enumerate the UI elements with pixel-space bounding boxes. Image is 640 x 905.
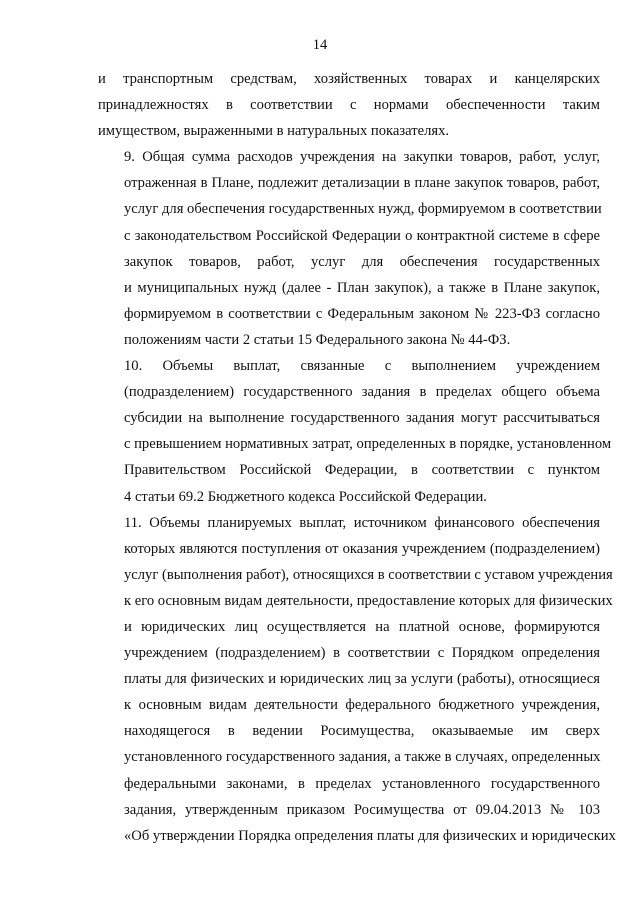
text-line: принадлежностях в соответствии с нормами обеспеченности таким [98, 97, 600, 114]
text-line: задания, утвержденным приказом Росимущества от 09.04.2013 № 103 [124, 801, 600, 818]
text-line: и транспортным средствам, хозяйственных товарах и канцелярских [98, 71, 600, 87]
text-line: с превышением нормативных затрат, определенных в порядке, установленном [124, 436, 612, 453]
page-number: 14 [312, 37, 328, 53]
document-body [98, 66, 616, 849]
text-line: 10. Объемы выплат, связанные с выполнением учреждением [124, 358, 600, 375]
text-line: отраженная в Плане, подлежит детализации в плане закупок товаров, работ, [124, 175, 600, 192]
paragraph-continued [98, 66, 600, 144]
text-line: (подразделением) государственного задания в пределах общего объема [124, 384, 600, 401]
text-line: и муниципальных нужд (далее - План закупок), а также в Плане закупок, [124, 279, 600, 296]
text-line: платы для физических и юридических лиц за услуги (работы), относящиеся [124, 671, 600, 688]
text-line: находящегося в ведении Росимущества, оказываемые им сверх [124, 723, 600, 740]
text-line: субсидии на выполнение государственного задания могут рассчитываться [124, 410, 600, 427]
text-line: и юридических лиц осуществляется на платной основе, формируются [124, 618, 600, 635]
text-line: услуг (выполнения работ), относящихся в соответствии с уставом учреждения [124, 566, 613, 583]
text-line: к основным видам деятельности федерального бюджетного учреждения, [124, 697, 600, 714]
paragraph-10 [98, 353, 612, 510]
text-line: установленного государственного задания, а также в случаях, определенных [124, 749, 601, 766]
text-line: 9. Общая сумма расходов учреждения на закупки товаров, работ, услуг, [124, 149, 600, 166]
text-line: учреждением (подразделением) в соответствии с Порядком определения [124, 645, 600, 662]
text-line: формируемом в соответствии с Федеральным законом № 223-ФЗ согласно [124, 305, 600, 322]
text-line: услуг для обеспечения государственных нужд, формируемом в соответствии [124, 201, 602, 218]
text-line: 11. Объемы планируемых выплат, источником финансового обеспечения [124, 514, 600, 531]
paragraph-9 [98, 144, 600, 353]
text-line: к его основным видам деятельности, предоставление которых для физических [124, 592, 613, 609]
text-line: имуществом, выраженными в натуральных показателях. [98, 123, 450, 140]
text-line: Правительством Российской Федерации, в соответствии с пунктом [124, 462, 600, 479]
text-line: 4 статьи 69.2 Бюджетного кодекса Российской Федерации. [124, 488, 487, 505]
text-line: с законодательством Российской Федерации о контрактной системе в сфере [124, 227, 600, 244]
paragraph-11 [98, 510, 616, 849]
text-line: которых являются поступления от оказания учреждением (подразделением) [124, 540, 600, 557]
text-line: положениям части 2 статьи 15 Федерального закона № 44-ФЗ. [124, 331, 511, 348]
text-line: «Об утверждении Порядка определения платы для физических и юридических [124, 827, 616, 844]
text-line: закупок товаров, работ, услуг для обеспечения государственных [124, 253, 600, 270]
text-line: федеральными законами, в пределах установленного государственного [124, 775, 600, 792]
